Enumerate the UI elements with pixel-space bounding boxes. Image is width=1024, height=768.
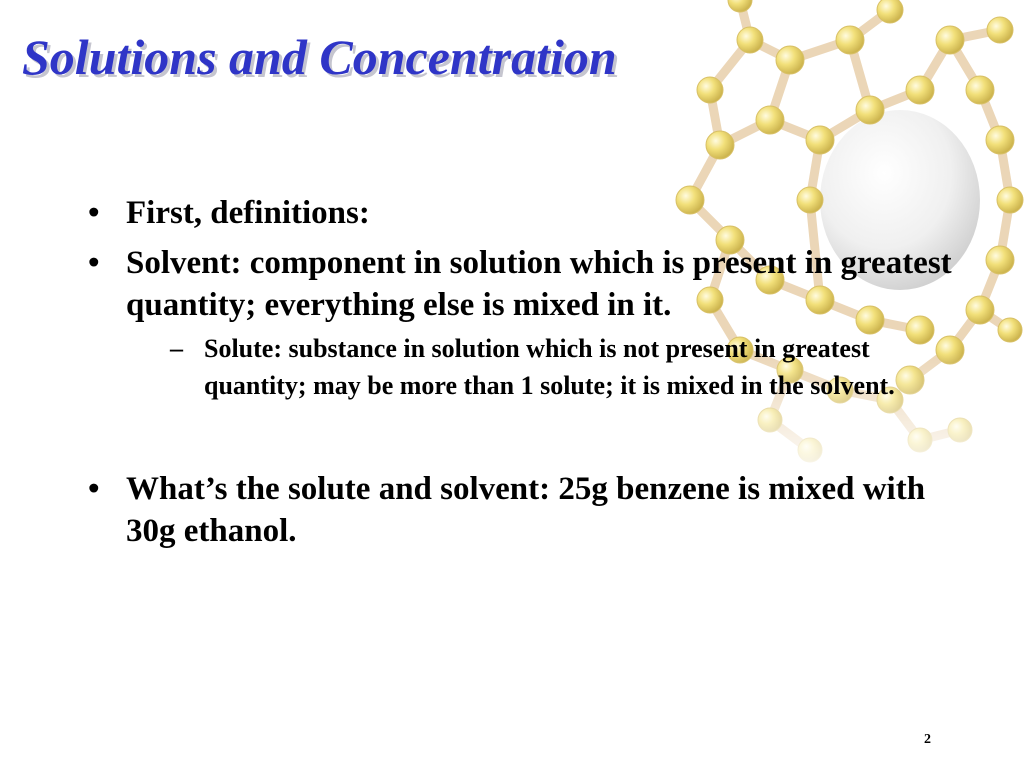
- bullet-text: First, definitions:: [126, 195, 370, 231]
- slide-title: Solutions and Concentration: [22, 29, 617, 85]
- page-number: 2: [924, 732, 931, 747]
- bullet-text: What’s the solute and solvent: 25g benzene is mixed with 30g ethanol.: [126, 471, 926, 549]
- slide-body: [82, 192, 952, 552]
- bullet-marker: •: [88, 471, 100, 507]
- bullet-item: [82, 468, 952, 552]
- bullet-item: [82, 242, 952, 326]
- sub-bullet-text: Solute: substance in solution which is not present in greatest quantity; may be more than 1 solute; it is mixed in the solvent.: [204, 334, 895, 400]
- sub-bullet-marker: –: [170, 334, 183, 363]
- bullet-marker: •: [88, 195, 100, 231]
- sub-bullet-item: [170, 330, 952, 404]
- bullet-text: Solvent: component in solution which is present in greatest quantity; everything else is mixed in it.: [126, 245, 952, 323]
- bullet-marker: •: [88, 245, 100, 281]
- bullet-item: [82, 192, 952, 234]
